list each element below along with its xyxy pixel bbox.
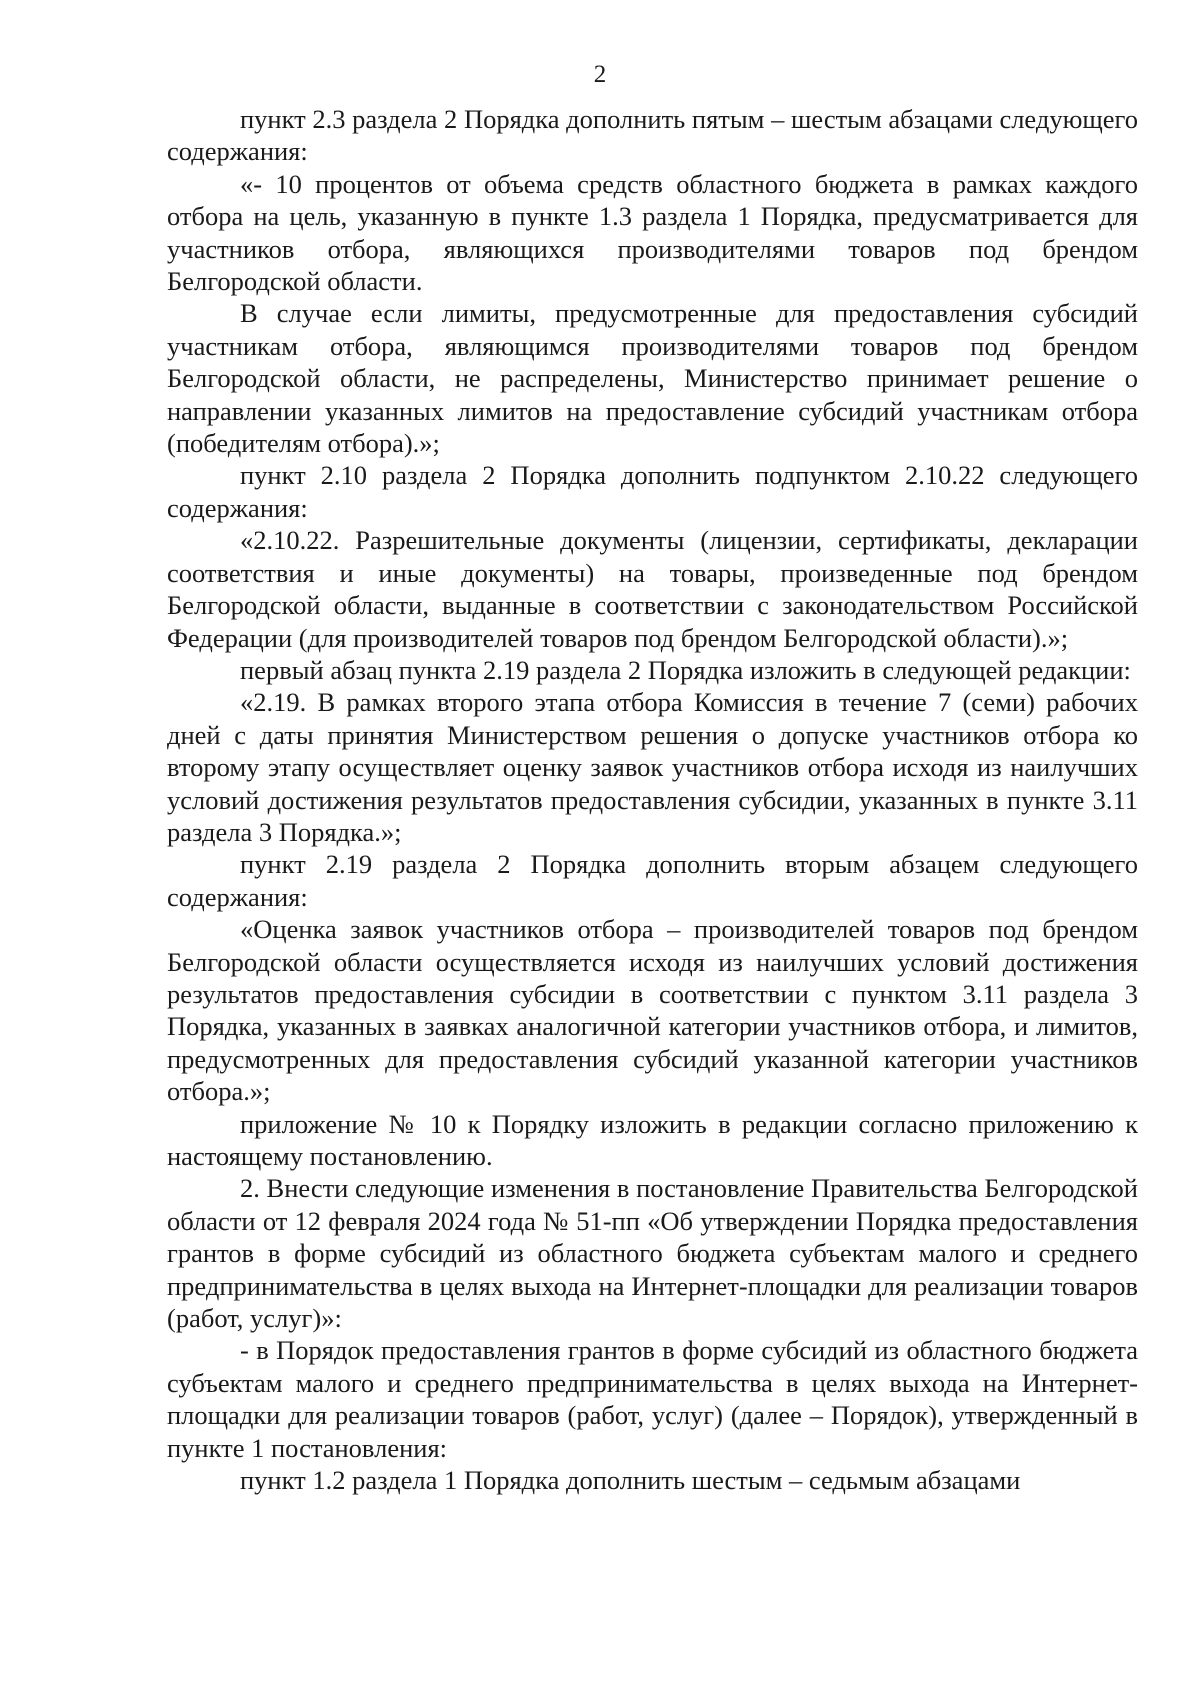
paragraph-quote-2-19: «2.19. В рамках второго этапа отбора Комиссия в течение 7 (семи) рабочих дней с даты принятия Министерством решения о допуске участников отбора ко второму этапу осуществляет оценку заявок участников отбора исходя из наилучших условий достижения результатов предоставления субсидии, указанных в пункте 3.11 раздела 3 Порядка.»; [167, 687, 1138, 847]
paragraph-quote-evaluation: «Оценка заявок участников отбора – производителей товаров под брендом Белгородской области осуществляется исходя из наилучших условий достижения результатов предоставления субсидии в соответствии с пунктом 3.11 раздела 3 Порядка, указанных в заявках аналогичной категории участников отбора, и лимитов, предусмотренных для предоставления субсидий указанной категории участников отбора.»; [167, 914, 1138, 1107]
paragraph-quote-2-10-22: «2.10.22. Разрешительные документы (лицензии, сертификаты, декларации соответствия и иные документы) на товары, произведенные под брендом Белгородской области, выданные в соответствии с законодательством Российской Федерации (для производителей товаров под брендом Белгородской области).»; [167, 525, 1138, 653]
paragraph-amend-2-10: пункт 2.10 раздела 2 Порядка дополнить подпунктом 2.10.22 следующего содержания: [167, 460, 1138, 523]
paragraph-appendix-10: приложение № 10 к Порядку изложить в редакции согласно приложению к настоящему постановлению. [167, 1108, 1138, 1171]
paragraph-quote-10-percent: «- 10 процентов от объема средств областного бюджета в рамках каждого отбора на цель, указанную в пункте 1.3 раздела 1 Порядка, предусматривается для участников отбора, являющихся производителями товаров под брендом Белгородской области. [167, 168, 1138, 297]
document-body [167, 103, 1138, 1496]
paragraph-amend-2-19-second: пункт 2.19 раздела 2 Порядка дополнить вторым абзацем следующего содержания: [167, 849, 1138, 912]
paragraph-amend-2-19-first: первый абзац пункта 2.19 раздела 2 Порядка изложить в следующей редакции: [240, 654, 1131, 685]
page-number: 2 [593, 61, 607, 88]
paragraph-amend-2-3: пункт 2.3 раздела 2 Порядка дополнить пятым – шестым абзацами следующего содержания: [167, 104, 1138, 167]
paragraph-limits-not-distributed: В случае если лимиты, предусмотренные для предоставления субсидий участникам отбора, являющимся производителями товаров под брендом Белгородской области, не распределены, Министерство принимает решение о направлении указанных лимитов на предоставление субсидий участникам отбора (победителям отбора).»; [167, 298, 1138, 459]
paragraph-item-2: 2. Внести следующие изменения в постановление Правительства Белгородской области от 12 февраля 2024 года № 51-пп «Об утверждении Порядка предоставления грантов в форме субсидий из областного бюджета субъектам малого и среднего предпринимательства в целях выхода на Интернет-площадки для реализации товаров (работ, услуг)»: [167, 1173, 1138, 1334]
paragraph-procedure-amend: - в Порядок предоставления грантов в форме субсидий из областного бюджета субъектам малого и среднего предпринимательства в целях выхода на Интернет-площадки для реализации товаров (работ, услуг) (далее – Порядок), утвержденный в пункте 1 постановления: [167, 1335, 1138, 1463]
paragraph-amend-1-2: пункт 1.2 раздела 1 Порядка дополнить шестым – седьмым абзацами [240, 1465, 1021, 1496]
